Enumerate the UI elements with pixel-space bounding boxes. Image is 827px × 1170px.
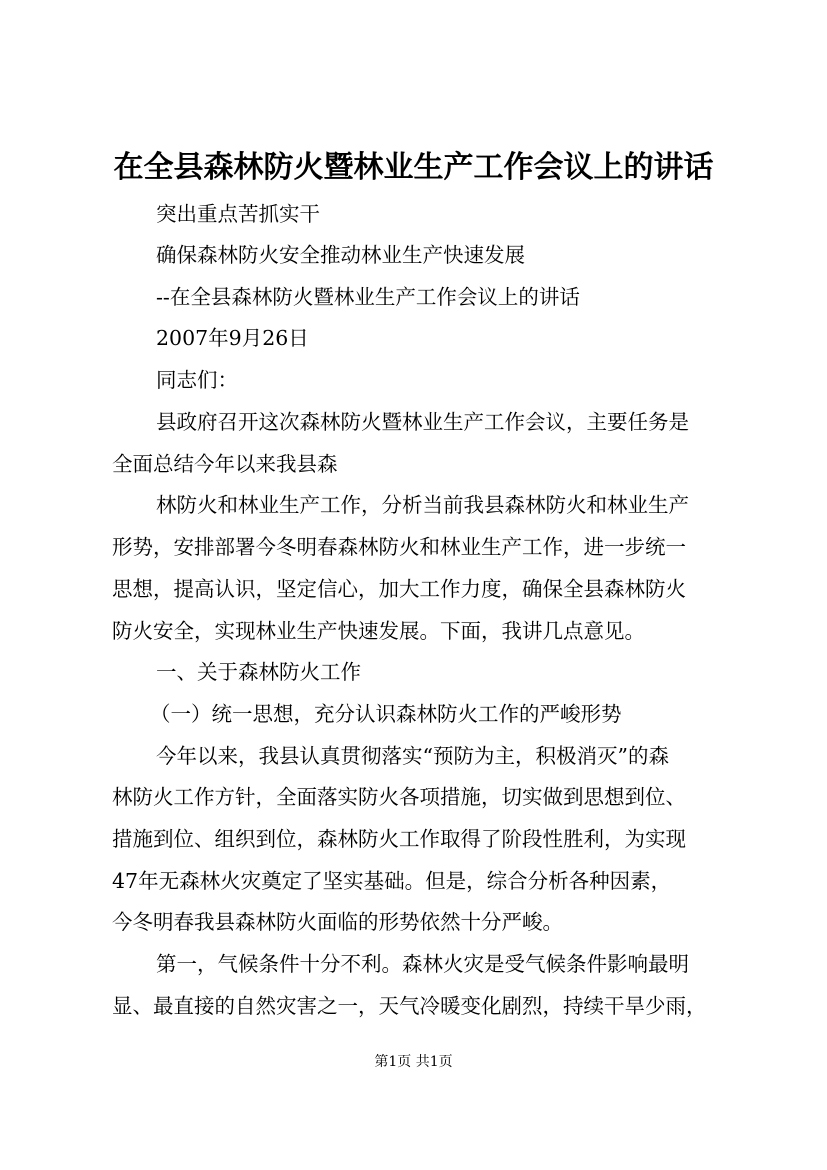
paragraph-line: 形势，安排部署今冬明春森林防火和林业生产工作，进一步统一 — [112, 535, 686, 559]
section-heading: 一、关于森林防火工作 — [156, 660, 361, 684]
paragraph-line: 县政府召开这次森林防火暨林业生产工作会议，主要任务是 — [156, 410, 689, 434]
paragraph-line: 思想，提高认识，坚定信心，加大工作力度，确保全县森林防火 — [112, 577, 686, 601]
subtitle-line-3: --在全县森林防火暨林业生产工作会议上的讲话 — [156, 285, 580, 309]
subtitle-line-2: 确保森林防火安全推动林业生产快速发展 — [156, 243, 525, 267]
salutation-line: 同志们： — [156, 368, 238, 392]
paragraph-line: 第一，气候条件十分不利。森林火灾是受气候条件影响最明 — [156, 952, 689, 976]
subtitle-line-1: 突出重点苦抓实干 — [156, 202, 320, 226]
subsection-heading: （一）统一思想，充分认识森林防火工作的严峻形势 — [150, 702, 622, 726]
paragraph-line: 今年以来，我县认真贯彻落实“预防为主，积极消灭”的森 — [156, 744, 669, 768]
paragraph-line: 林防火和林业生产工作，分析当前我县森林防火和林业生产 — [156, 493, 689, 517]
paragraph-line: 今冬明春我县森林防火面临的形势依然十分严峻。 — [112, 910, 563, 934]
date-line: 2007年9月26日 — [156, 326, 309, 350]
paragraph-line: 全面总结今年以来我县森 — [112, 452, 338, 476]
paragraph-line: 防火安全，实现林业生产快速发展。下面，我讲几点意见。 — [112, 619, 645, 643]
paragraph-line: 47年无森林火灾奠定了坚实基础。但是，综合分析各种因素， — [112, 869, 672, 893]
paragraph-line: 措施到位、组织到位，森林防火工作取得了阶段性胜利，为实现 — [112, 827, 686, 851]
page-footer: 第1页 共1页 — [374, 1054, 453, 1070]
document-title: 在全县森林防火暨林业生产工作会议上的讲话 — [113, 150, 714, 185]
paragraph-line: 林防火工作方针，全面落实防火各项措施，切实做到思想到位、 — [112, 785, 686, 809]
paragraph-line: 显、最直接的自然灾害之一，天气冷暖变化剧烈，持续干旱少雨， — [112, 994, 707, 1018]
